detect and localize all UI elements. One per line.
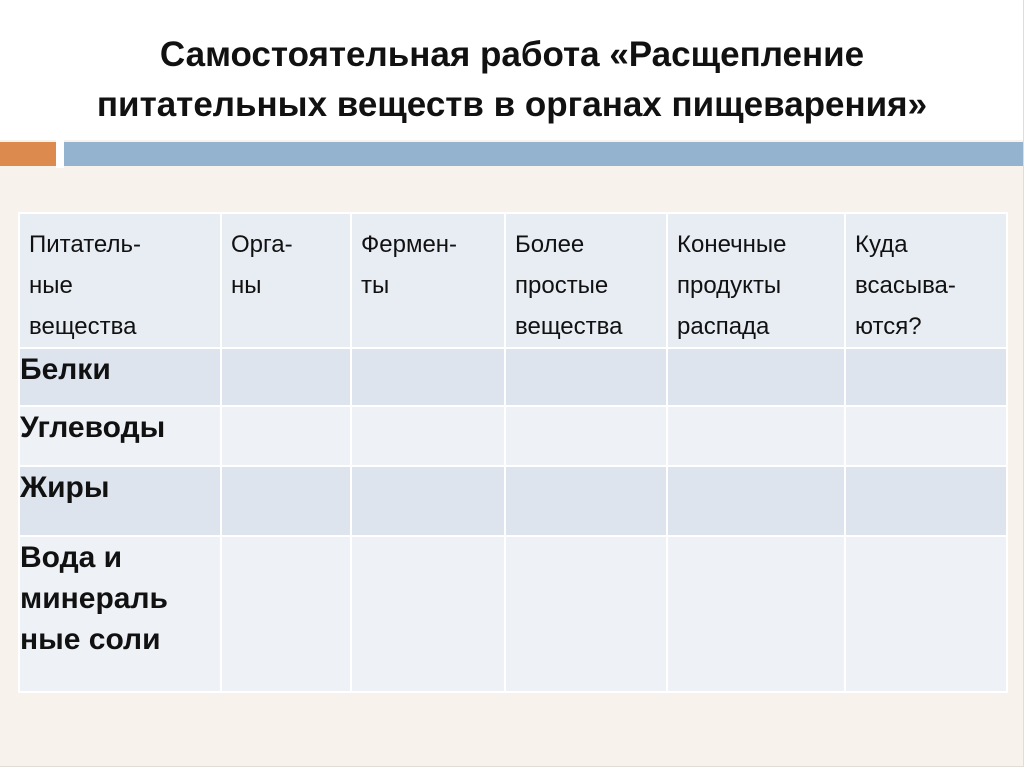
row-label: Углеводы (19, 406, 221, 466)
column-header-absorption-site: Куда всасыва- ются? (845, 213, 1007, 348)
column-header-enzymes: Фермен- ты (351, 213, 505, 348)
column-header-simpler-substances: Более простые вещества (505, 213, 667, 348)
column-header-end-products: Конечные продукты распада (667, 213, 845, 348)
slide-title-line-1: Самостоятельная работа «Расщепление (159, 35, 865, 74)
row-label: Жиры (19, 466, 221, 536)
column-header-organs: Орга- ны (221, 213, 351, 348)
row-label: Вода и минераль ные соли (19, 536, 221, 692)
row-label: Белки (19, 348, 221, 406)
column-header-nutrients: Питатель- ные вещества (19, 213, 221, 348)
slide-title-line-2: питательных веществ в органах пищеварения» (96, 85, 928, 124)
